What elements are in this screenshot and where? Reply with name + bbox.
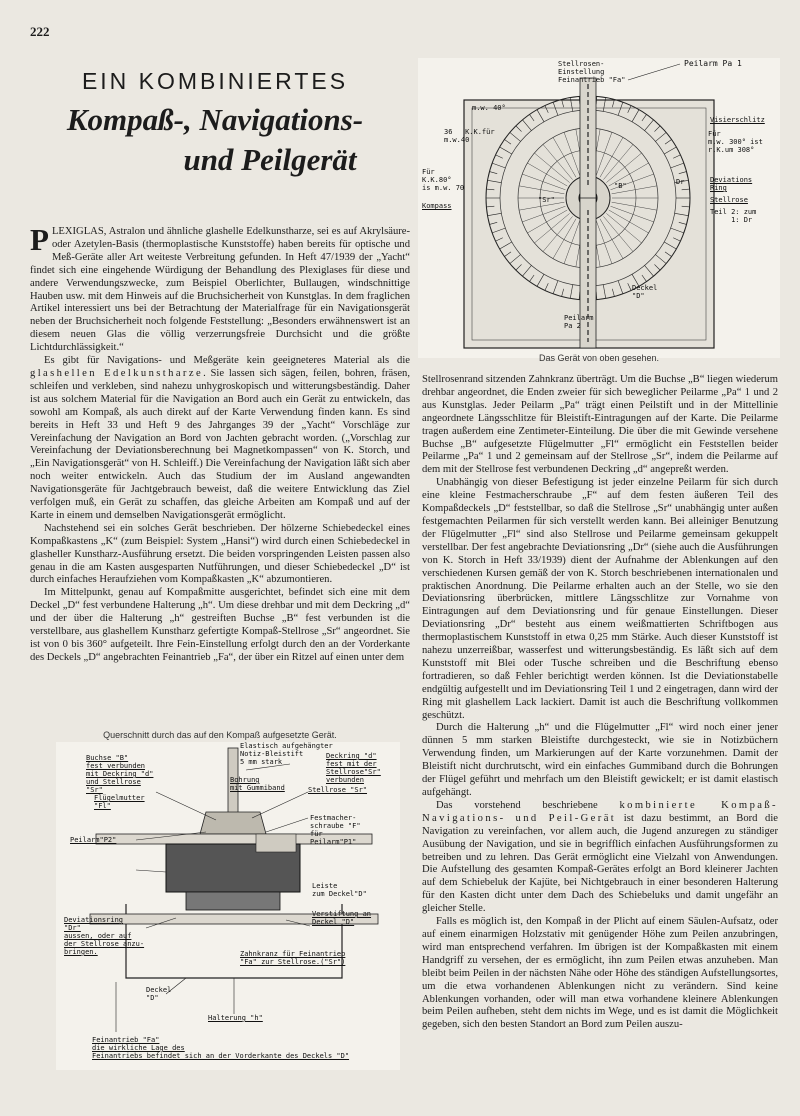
paragraph (30, 222, 410, 355)
paragraph (30, 355, 410, 523)
label-leiste: Leiste zum Deckel"D" (312, 882, 367, 898)
label-stellrose-sr: Stellrose "Sr" (308, 786, 368, 794)
label-deviationsring: Deviations Ring (710, 176, 753, 192)
paragraph-text: LEXIGLAS, Astralon und ähnliche glashelle Edelkunstharze, sei es auf Akrylsäure- oder Azetylen-Basis (thermoplastische Kunststoffe) haben bereits für optische und Meß-Geräte aller Art weiteste Verbreitung gefunden. In Heft 47/1939 der „Yacht“ findet sich eine eingehende Würdigung der Behandlung des Plexiglases für diese und andere Verwendungszwecke, zum Beispiel Oberlichter, Bullaugen, windschnittige Hauben usw. mit dem Hinweis auf die Bruchsicherheit von Kunstglas. In dem fraglichen Artikel interessiert uns bei der Betrachtung der Materialfrage für ein Navigationsgerät neben der Bruchsicherheit noch folgende Feststellung: „Besonders erwähnenswert ist an diesem neuen Glas die völlig verzerrungsfreie Durchsicht und die größte Lichtdurchlässigkeit.“ (30, 226, 410, 354)
label-kk-fuer: 36 K.K.für m.w.40 (444, 128, 495, 144)
label-fuer-kk: Für K.K.80° is m.w. 70 (422, 168, 465, 192)
drop-cap: P (30, 222, 49, 257)
emphasis-text: glashellen Edelkunstharze (30, 367, 204, 379)
paragraph-text: Das vorstehend beschriebene (436, 799, 620, 811)
label-stellrose: Stellrose (710, 196, 748, 204)
label-kompass: Kompass (422, 202, 452, 210)
label-halterung-h: Halterung "h" (208, 1014, 263, 1022)
label-zahnkranz: Zahnkranz für Feinantrieb "Fa" zur Stellrose.("Sr") (240, 950, 346, 966)
paragraph: Unabhängig von dieser Befestigung ist jeder einzelne Peilarm für sich durch eine kleine Festmacherschraube „F“ auf dem festen äußeren Teil des Kompaßdeckels „D“ feststellbar, so daß die Stellrose „Sr“ unabhängig unter außen festgemachten Peilarmen für sich verstellt werden kann. Bei alleiniger Benutzung der Flügelmutter „Fl“ sind also Stellrose und Peilarme gemeinsam gekuppelt verstellbar. Der fest angebrachte Deviationsring „Dr“ (siehe auch die Ausführungen von K. Storch in Heft 33/1939) dient der Aufnahme der Ablenkungen auf den verschiedenen Kursen gemäß der von K. Storch beschriebenen internationalen und praktischen Anordnung. Die Peilarme erhalten auch an der Stelle, wo sie den Deviationsring überbrücken, mittlere Längsschlitze zur Vornahme von Eintragungen auf dem Deviationsring und für genaue Einstellungen. Dieser Deviationsring „Dr“ besteht aus einem weißmattierten Schriftbogen aus thermoplastischem Kunststoff in etwa 0,25 mm Stärke. Auch dieser Kunststoff ist nahezu unzerreißbar, wasserfest und witterungsbeständig. Es läßt sich auf dem Kunststoff mit Blei oder Tusche schreiben und die Beschriftung ebenso fortradieren, so daß Fehler berichtigt werden können. Ist die Deviationstabelle endgültig aufgestellt und im Deviationsring Teil 1 und 2 eingetragen, dann wird der Ring mit glashellem Lack lackiert. Damit ist auch die Beschriftung vollkommen geschützt. (422, 477, 778, 721)
label-buchse-b: Buchse "B" fest verbunden mit Deckring "d" und Stellrose "Sr" (86, 754, 154, 794)
cross-section-figure (56, 742, 400, 1070)
paragraph-text: ist dazu bestimmt, an Bord die Navigation zu vereinfachen, vor allem auch, die Jugend anzuregen zu ständiger Ausübung der Navigation, und sie in begrifflich einfachen Ausführungsformen zu betreiben und zu lehren. Das Gerät ermöglicht eine Vielzahl von Anwendungen. Die Aufstellung des gesamten Kompaß-Gerätes erfolgt an Bord kleinerer Jachten auf dem Schiebeluk der Kajüte, bei Nichtgebrauch in einer besonderen Halterung für den Kasten dicht unter dem Dach des Schiebeluks und damit ungefähr an gleicher Stelle. (422, 812, 778, 915)
label-stellrosen-einstellung: Stellrosen- Einstellung Feinantrieb "Fa" (558, 60, 626, 84)
label-peilarm-pa1: Peilarm Pa 1 (684, 59, 742, 68)
emphasis-text: kombinierte Kompaß-Navigations- und Peil-Gerät (422, 799, 778, 824)
title-line-2: und Peilgerät (183, 142, 357, 178)
label-deviationsring-dr: Deviationsring "Dr" aussen, oder auf der Stellrose anzu- bringen. (64, 916, 145, 956)
right-column (422, 374, 778, 1032)
label-peilarm-pa2: Peilarm Pa 2 (564, 314, 594, 330)
page-number: 222 (30, 24, 50, 39)
title-line-1: Kompaß-, Navigations- (66, 102, 364, 137)
label-dr: Dr (676, 178, 685, 186)
label-elastisch-bleistift: Elastisch aufgehängter Notiz-Bleistift 5 mm stark (240, 742, 333, 766)
label-fluegelmutter-fl: Flügelmutter "Fl" (94, 794, 145, 810)
paragraph: Falls es möglich ist, den Kompaß in der Plicht auf einem Säulen-Aufsatz, oder auf einem einarmigen Holzstativ mit genügender Höhe zum Peilen anzubringen, wird man entsprechend verfahren. Im übrigen ist der Kompaßkasten mit einem Handgriff zu versehen, der es ermöglicht, ihn zum Peilen etwas anzuheben. Man bleibt beim Peilen in der nächsten Nähe oder Höhe des ständigen Aufstellungsortes, um die etwa vorhandenen Ablenkungen nicht zu verändern. Sind keine Ablenkungen vorhanden, oder will man etwa vorhandene kleinere Ablenkungen beim Peilen aufheben, steht dem nichts im Wege, und es ist damit die Möglichkeit gegeben, sich den besten Standort an Bord zum Peilen auszu- (422, 916, 778, 1031)
label-buchse-b: "B" (614, 182, 627, 190)
paragraph: Im Mittelpunkt, genau auf Kompaßmitte ausgerichtet, befindet sich eine mit dem Deckel „D“ fest verbundene Halterung „h“. Um diese drehbar und mit dem Deckring „d“ und der über die Halterung „h“ gestreiften Buchse „B“ fest verbunden ist die verstellbare, aus glashellem Kunstharz gefertigte Kompaß-Stellrose „Sr“ angeordnet. Sie ist von 0 bis 360° aufgeteilt. Ihre Fein-Einstellung erfolgt durch den an der Vorderkante des Deckels „D“ angebrachten Feinantrieb „Fa“, der über ein Ritzel auf einen unter dem (30, 587, 410, 663)
paragraph: Durch die Halterung „h“ und die Flügelmutter „Fl“ wird noch einer jener dünnen 5 mm starken Bleistifte durchgesteckt, wie sie in Notizbüchern Verwendung finden, um Markierungen auf der Karte vorzunehmen. Damit der Bleistift nicht durchrutscht, wird ein einfaches Gummiband durch die Bohrungen der Flügel geführt und mehrfach um den Bleistift gewickelt; er ist damit elastisch aufgehängt. (422, 722, 778, 798)
label-feinantrieb-fa: Feinantrieb "Fa" die wirkliche Lage des Feinantriebs befindet sich an der Vorderkante des Deckels "D" (92, 1036, 350, 1060)
label-deckel-d: Deckel "D" (146, 986, 172, 1002)
label-fuer-mw: Für m.w. 300° ist r.K.um 308° (708, 130, 763, 154)
article-kicker: EIN KOMBINIERTES (81, 68, 349, 94)
figure-caption-top: Das Gerät von oben gesehen. (538, 353, 660, 363)
paragraph: Stellrosenrand sitzenden Zahnkranz überträgt. Um die Buchse „B“ liegen wiederum drehbar angeordnet, die Enden zweier für sich beweglicher Peilarme „Pa“ 1 und 2 aus Kunstglas. Jeder Peilarm „Pa“ trägt einen Peilstift und in der Mittellinie angeordnete Längsschlitze für Bleistift-Eintragungen auf der Karte. Die Peilarme tragen außerdem eine Zentimeter-Einteilung. Die über die mit Gewinde versehene Buchse „B“ aufgesetzte Flügelmutter „Fl“ ermöglicht ein Feststellen beider Peilarme „Pa“ 1 und 2 gemeinsam auf der Stellrose „Sr“, indem die Peilarme auf dem mit der Stellrose fest verbundenen Deckring „d“ angepreßt werden. (422, 374, 778, 476)
paragraph (422, 800, 778, 916)
label-teil: Teil 2: zum 1: Dr (710, 208, 757, 224)
label-mw-40: m.w. 40° (472, 104, 506, 112)
label-deckel-d: Deckel "D" (632, 284, 658, 300)
label-bohrung: Bohrung mit Gummiband (230, 776, 285, 792)
label-deckring-d: Deckring "d" fest mit der Stellrose"Sr" verbunden (326, 752, 381, 784)
left-column (30, 222, 410, 665)
label-verstiftung: Verstiftung an Deckel "D" (312, 910, 372, 926)
label-sr: "Sr" (538, 196, 555, 204)
label-festmacherschraube: Festmacher- schraube "F" für Peilarm"P1" (310, 814, 361, 846)
label-peilarm-p2: Peilarm"P2" (70, 836, 117, 844)
article-title (30, 100, 400, 181)
compass-top-view-figure (418, 58, 780, 358)
figure-caption-bottom: Querschnitt durch das auf den Kompaß aufgesetzte Gerät. (103, 730, 337, 740)
paragraph: Nachstehend sei ein solches Gerät beschrieben. Der hölzerne Schiebedeckel eines Kompaßkastens „K“ (zum Beispiel: System „Hansi“) wird durch einen Schiebedeckel in glasheller Kunstharz-Ausführung ersetzt. Die beiden vorspringenden Leisten passen also genau in die am Kasten ausgesparten Nutführungen, und dieser Schiebedeckel „D“ ist durch einfaches Heraufziehen vom Kompaßkasten „K“ abzumontieren. (30, 522, 410, 586)
paragraph-text: Es gibt für Navigations- und Meßgeräte kein geeigneteres Material als die (44, 355, 410, 367)
label-visierschlitz: Visierschlitz (710, 116, 765, 124)
paragraph-text: . Sie lassen sich sägen, feilen, bohren, fräsen, schleifen und verkleben, sind nahezu unhygroskopisch und witterungsbeständig. Daher ist aus solchem Material für die Navigation an Bord auch ein Gerät zu entwickeln, das sowohl am Kompaß, als auch direkt auf der Karte Verwendung finden kann. Es sind bereits in Heft 33 und Heft 9 des Jahrganges 39 der „Yacht“ Vorschläge zur Vereinfachung der Navigation an Bord von Jachten gebracht worden. („Vorschlag zur Vereinfachung der Deviationsberechnung bei Magnetkompassen“ von K. Storch, und „Ein Navigationsgerät“ von H. Schleiff.) Die Vereinfachung der Navigation läßt sich aber noch weiter entwickeln. Auch das Studium der im Ausland angewandten Navigationsgeräte für Jachtgebrauch beweist, daß die weitere Entwicklung das Ziel verfolgen muß, ein Gerät zu schaffen, das gleiche Arbeiten am Kompaß und auf der Karte in einem und demselben Navigationsgerät ermöglicht. (30, 367, 410, 521)
